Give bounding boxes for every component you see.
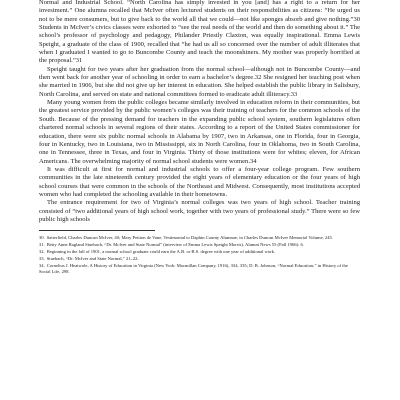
body-text [39, 0, 360, 224]
paragraph-4: It was difficult at first for normal and industrial schools to offer a four-year college program. Few southern communities in the late nineteenth century provided the eight years of elementary education or the four years of high school courses that were common in the schools of the Northeast and Midwest. Consequently, most institutions accepted women who had completed the schooling available in their hometowns. [39, 165, 360, 198]
footnote-text: Satterfield, Charles Duncan McIver, 40; Mary Petiton de Vane, Testimonial to Daphin County Alumnae, in Charles Duncan McIver Memorial Volume, 245. [46, 235, 333, 241]
footnote-number: 32. [39, 249, 45, 255]
paragraph-5: The entrance requirement for two of Virginia’s normal colleges was two years of high school. Teacher training consisted of “two additional years of high school work, together with two years of professional study.” There were so few public high schools [39, 199, 360, 223]
footnote-number: 30. [39, 235, 45, 241]
footnote-32 [39, 249, 360, 255]
footnotes [39, 235, 360, 274]
footnote-number: 34. [39, 263, 45, 269]
footnote-text: Cornelius J. Heatwole, A History of Education in Virginia (New York: Macmillan Company, 1916), 334, 335; D. B. Johnson, “Normal Education,” in History of the Social Life, 298. [39, 263, 348, 274]
footnote-31 [39, 242, 360, 248]
footnote-text: Betty Anne Ragland Stuebach, “Dr. McIver and State Normal” (interview of Emma Lewis Speight Morris), Alumni News 55 (Fall 1966): 6. [46, 242, 304, 248]
footnote-33 [39, 256, 360, 262]
paragraph-1: Normal and Industrial School. “North Carolina has simply invested in you [and] has a right to a return for her investment.” One alumna recalled that McIver often lectured students on their responsibilities as citizens: “He urged us not to be mere consumers, but to give back to the world all that we could—not like sponges absorb and give nothing.”30 Students in McIver’s civics classes were exhorted to “see the real needs of the world and then do something about it.” The school’s professor of psychology and pedagogy, Philander Priestly Claxton, was equally inspirational. Emma Lewis Speight, a graduate of the class of 1900, recalled that “he had us all so concerned over the number of adult illiterates that when I graduated I wanted to go to Buncombe County and teach the moonshiners. My mother was properly horrified at the proposal.”31 [39, 0, 360, 65]
footnote-30 [39, 235, 360, 241]
footnote-34 [39, 263, 360, 274]
footnote-text: Beginning in the fall of 1901, a normal school graduate could earn the A.B. or B.S. degree with one year of additional work. [46, 249, 276, 255]
footnote-number: 31. [39, 242, 45, 248]
paragraph-3: Many young women from the public colleges became similarly involved in education reform in their communities, but the greatest service provided by the public women’s colleges was their training of teachers for the common schools of the South. Because of the pressing demand for teachers in the expanding public school system, southern legislatures often chartered normal schools in several regions of their states. According to a report of the United States commissioner for education, there were six public normal schools in Alabama by 1907, two in Arkansas, one in Florida, four in Georgia, four in Kentucky, two in Louisiana, two in Mississippi, six in North Carolina, four in Oklahoma, two in South Carolina, one in Tennessee, three in Texas, and four in Virginia. Thirty of those institutions were for whites; eleven, for African Americans. The overwhelming majority of normal school students were women.34 [39, 99, 360, 165]
paragraph-2: Speight taught for two years after her graduation from the normal school—although not in Buncombe County—and then went back for another year of schooling in order to earn a bachelor’s degree.32 She resigned her teaching post when she married in 1906, but she did not give up her interest in education. She helped establish the public library in Salisbury, North Carolina, and served on state and national committees formed to eradicate adult illiteracy.33 [39, 65, 360, 98]
footnote-divider [39, 230, 155, 231]
footnote-text: Stuebach, “Dr. McIver and State Normal,” 21–22. [46, 256, 139, 262]
footnote-number: 33. [39, 256, 45, 262]
